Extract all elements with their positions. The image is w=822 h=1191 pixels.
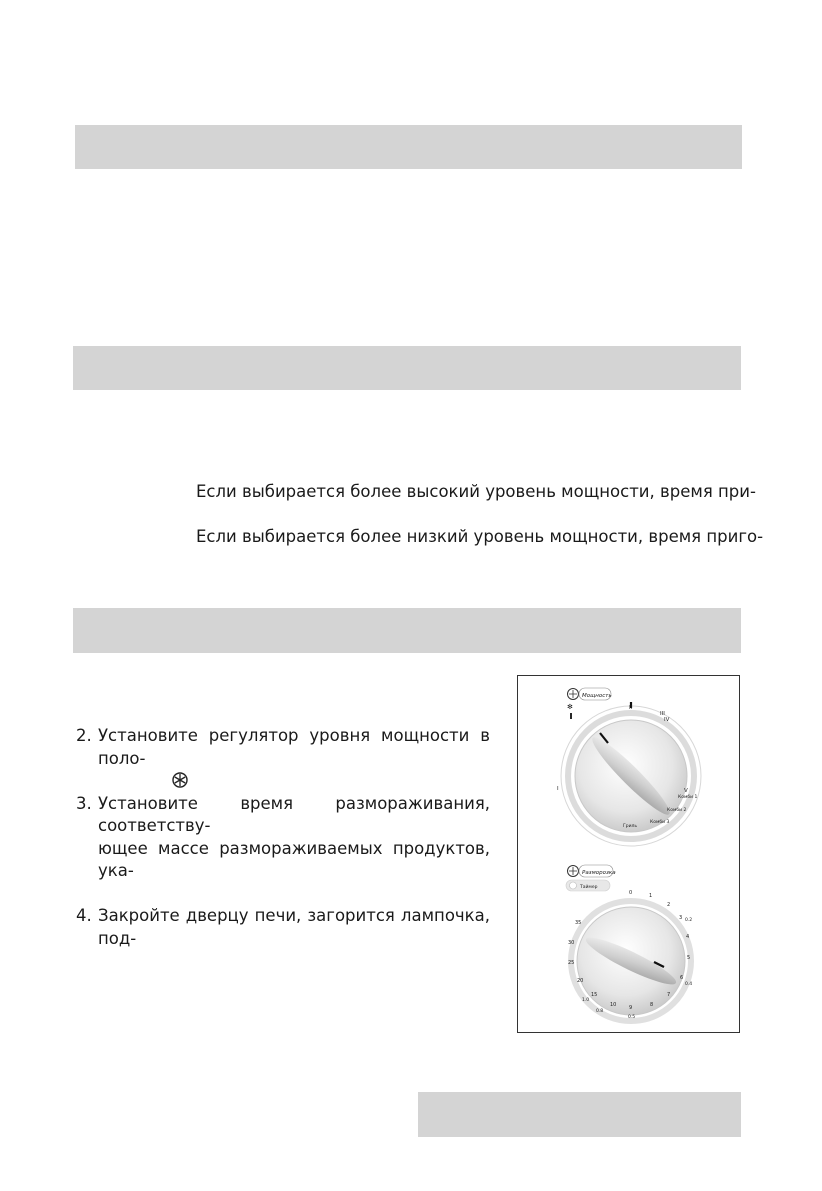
defrost-time-6: 6 <box>680 975 684 981</box>
power-dial-title-icon <box>568 689 579 700</box>
defrost-weight-0.2: 0.2 <box>685 918 693 923</box>
defrost-time-10: 10 <box>610 1002 617 1008</box>
step-4-text: Закройте дверцу печи, загорится лампочка, под- <box>98 906 490 948</box>
defrost-time-0: 0 <box>629 890 633 896</box>
defrost-time-15: 15 <box>591 992 598 998</box>
defrost-time-35: 35 <box>575 920 582 926</box>
defrost-time-25: 25 <box>568 960 575 966</box>
defrost-time-5: 5 <box>687 955 691 961</box>
step-4 <box>76 905 490 950</box>
defrost-dial-title-icon <box>568 866 579 877</box>
control-panel-figure <box>517 675 740 1033</box>
defrost-time-30: 30 <box>568 940 575 946</box>
step-gap <box>76 883 490 906</box>
power-label-IV: IV <box>664 717 670 723</box>
section-band-3 <box>73 608 741 653</box>
defrost-dial-title: Разморозка <box>582 870 616 876</box>
defrost-weight-0.5: 0.5 <box>628 1015 636 1020</box>
defrost-steps <box>76 725 490 950</box>
step-2 <box>76 725 490 770</box>
power-high-note: Если выбирается более высокий уровень мощности, время при- <box>196 482 756 501</box>
section-band-2 <box>73 346 741 390</box>
step-3-text-line2: ющее массе размораживаемых продуктов, ука- <box>98 838 490 880</box>
defrost-dial <box>566 865 692 1021</box>
section-band-4 <box>418 1092 741 1137</box>
section-band-1 <box>75 125 742 169</box>
defrost-time-7: 7 <box>667 992 671 998</box>
step-4-number: 4. <box>76 906 92 925</box>
power-dial <box>557 688 701 846</box>
step-3-number: 3. <box>76 793 92 813</box>
defrost-time-1: 1 <box>649 893 653 899</box>
snowflake-icon <box>172 772 188 788</box>
power-label-grill: Гриль <box>623 824 638 829</box>
power-defrost-mark: ✻ <box>567 703 573 711</box>
power-dial-title: Мощность <box>582 693 612 699</box>
step-2-text: Установите регулятор уровня мощности в поло- <box>98 726 490 768</box>
defrost-time-20: 20 <box>577 978 584 984</box>
control-panel-svg <box>518 676 739 1032</box>
power-label-combi2: Комби 2 <box>667 808 687 813</box>
defrost-time-9: 9 <box>629 1005 633 1011</box>
defrost-time-8: 8 <box>650 1002 654 1008</box>
step-3-text-line1: Установите время размораживания, соответству- <box>98 793 490 835</box>
defrost-timer-label: Таймер <box>580 885 598 890</box>
defrost-weight-1.0: 1.0 <box>582 998 590 1003</box>
defrost-time-2: 2 <box>667 902 671 908</box>
defrost-weight-0.8: 0.8 <box>596 1009 604 1014</box>
power-label-I: I <box>557 786 559 792</box>
power-label-II: II <box>629 705 633 711</box>
step-3-cont <box>76 838 490 883</box>
power-label-III: III <box>660 711 665 717</box>
defrost-weight-0.4: 0.4 <box>685 982 693 987</box>
defrost-time-3: 3 <box>679 915 683 921</box>
power-low-note: Если выбирается более низкий уровень мощности, время приго- <box>196 527 764 546</box>
step-3 <box>76 793 490 838</box>
power-label-V: V <box>684 788 688 794</box>
defrost-time-4: 4 <box>686 934 690 940</box>
power-label-combi1: Комби 1 <box>678 795 698 800</box>
power-label-combi3: Комби 3 <box>650 820 670 825</box>
step-2-number: 2. <box>76 726 92 745</box>
step-2-icon-line <box>76 770 490 793</box>
